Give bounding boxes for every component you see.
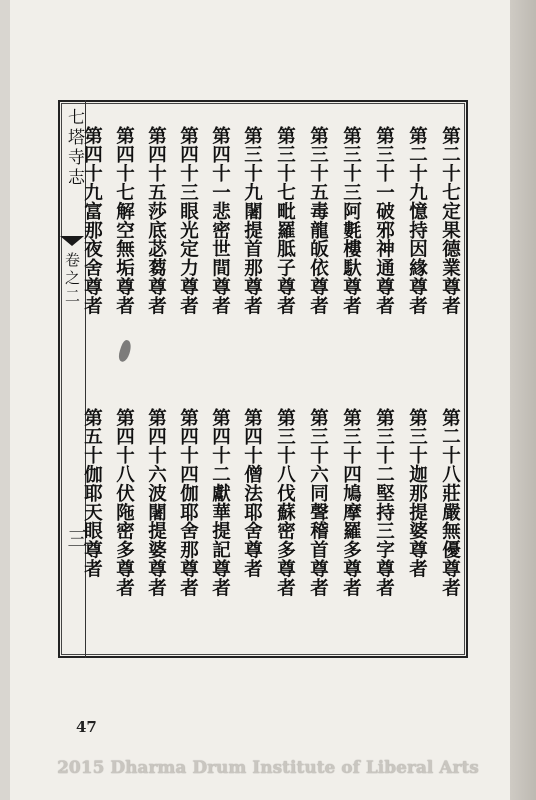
- page-edge: [510, 0, 536, 800]
- arhat-name-35: 第三十五毒龍皈依尊者: [307, 126, 329, 315]
- arhat-name-33: 第三十三阿氀樓馱尊者: [340, 126, 362, 315]
- arhat-name-48: 第四十八伏陁密多尊者: [113, 408, 135, 597]
- arhat-name-28: 第二十八莊嚴無優尊者: [439, 408, 461, 597]
- arhat-name-41: 第四十一悲密世間尊者: [209, 126, 231, 315]
- arhat-name-31: 第三十一破邪神通尊者: [373, 126, 395, 315]
- arhat-name-46: 第四十六波闍提婆尊者: [145, 408, 167, 597]
- arhat-name-44: 第四十四伽耶舍那尊者: [177, 408, 199, 597]
- arhat-name-37: 第三十七毗羅胝子尊者: [274, 126, 296, 315]
- arhat-name-29: 第二十九憶持因緣尊者: [406, 126, 428, 315]
- arhat-name-32: 第三十二堅持三字尊者: [373, 408, 395, 597]
- arhat-name-27: 第二十七定果德業尊者: [439, 126, 461, 315]
- arhat-name-38: 第三十八伐蘇密多尊者: [274, 408, 296, 597]
- volume-label: 卷之二: [63, 252, 81, 306]
- book-title: 七塔寺志: [64, 108, 84, 188]
- arhat-name-43: 第四十三眼光定力尊者: [177, 126, 199, 315]
- watermark: 2015 Dharma Drum Institute of Liberal Arts: [57, 758, 479, 778]
- leaf-number: 三: [64, 528, 88, 551]
- arhat-name-30: 第三十迦那提婆尊者: [406, 408, 428, 579]
- arhat-name-40: 第四十僧法耶舍尊者: [241, 408, 263, 579]
- arhat-name-47: 第四十七解空無垢尊者: [113, 126, 135, 315]
- arhat-name-45: 第四十五莎底苾蒭尊者: [145, 126, 167, 315]
- arhat-name-49: 第四十九富那夜舍尊者: [81, 126, 103, 315]
- arhat-name-36: 第三十六同聲稽首尊者: [307, 408, 329, 597]
- arhat-name-39: 第三十九闍提首那尊者: [241, 126, 263, 315]
- arhat-name-34: 第三十四鳩摩羅多尊者: [340, 408, 362, 597]
- arhat-name-50: 第五十伽耶天眼尊者: [81, 408, 103, 579]
- page-number: 47: [76, 718, 97, 736]
- arhat-name-42: 第四十二獻華提記尊者: [209, 408, 231, 597]
